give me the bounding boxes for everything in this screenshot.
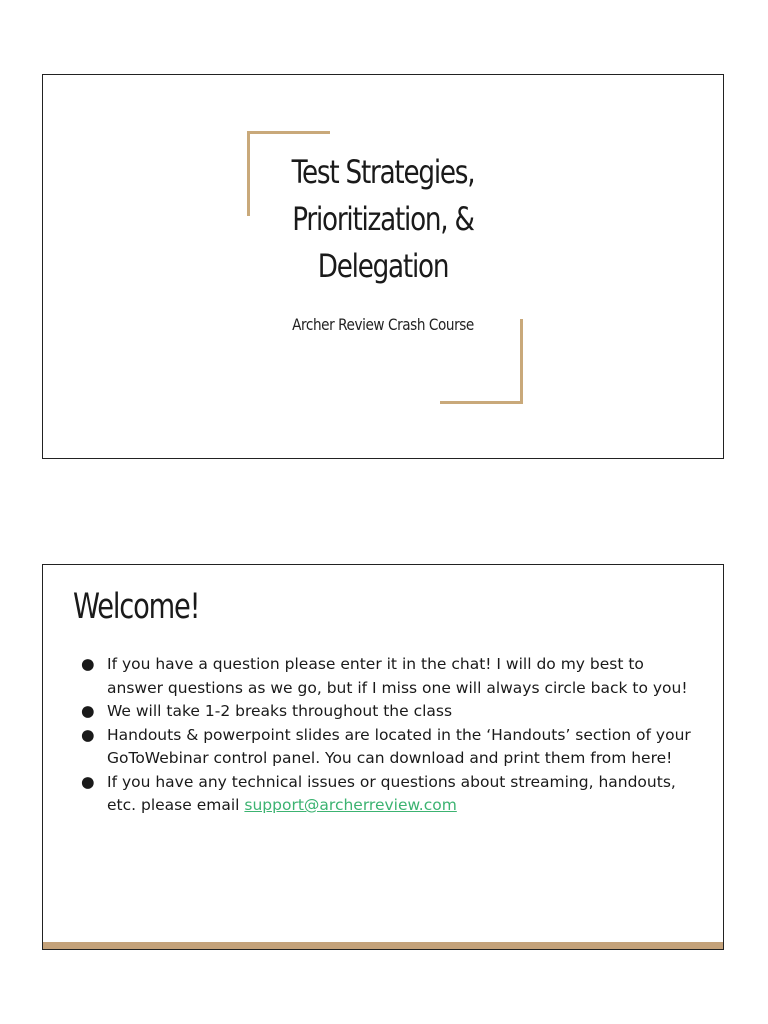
welcome-slide (42, 564, 724, 950)
slide-title (260, 149, 506, 290)
bullet-text: We will take 1-2 breaks throughout the class (107, 702, 453, 720)
bullet-dot: ● (81, 725, 95, 744)
welcome-bullet-list (81, 653, 701, 818)
list-item (81, 700, 701, 724)
title-line-3: Delegation (317, 247, 449, 285)
bullet-dot: ● (81, 655, 95, 673)
bullet-dot: ● (81, 702, 95, 720)
slide-subtitle: Archer Review Crash Course (292, 315, 474, 334)
welcome-heading: Welcome! (73, 587, 200, 627)
list-item (81, 724, 701, 771)
title-slide (42, 74, 724, 459)
title-line-1: Test Strategies, (291, 153, 475, 191)
bullet-text: If you have a question please enter it in the chat! I will do my best to answer questions as we go, but if I miss one will always circle back to you! (107, 655, 688, 697)
bullet-text: If you have any technical issues or questions about streaming, handouts, etc. please email (107, 772, 676, 814)
bottom-accent-bar (43, 942, 723, 949)
support-email-link[interactable]: support@archerreview.com (244, 796, 457, 814)
list-item (81, 771, 701, 818)
bullet-text: Handouts & powerpoint slides are located in the ‘Handouts’ section of your GoToWebinar control panel. You can download and print them from here! (107, 725, 691, 767)
title-line-2: Prioritization, & (292, 200, 474, 238)
list-item (81, 653, 701, 700)
bullet-dot: ● (81, 772, 95, 791)
